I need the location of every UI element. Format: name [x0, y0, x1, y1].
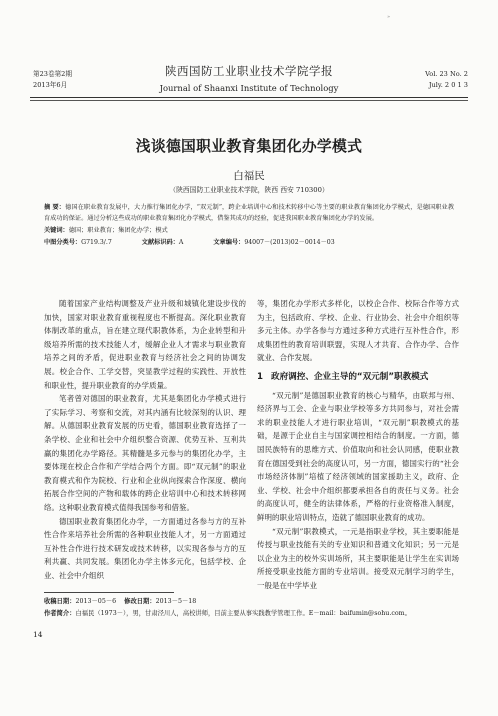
doc-code-label: 文献标识码： [141, 239, 179, 246]
volume-cn: 第23卷第2期 [33, 70, 72, 78]
received-label: 收稿日期： [44, 598, 76, 605]
left-column [44, 297, 246, 582]
section-number: 1 [257, 371, 263, 382]
clc-label: 中图分类号： [44, 239, 82, 246]
clc [44, 237, 112, 248]
journal-title-cn: 陕西国防工业职业技术学院学报 [165, 64, 333, 78]
header-right [425, 69, 468, 91]
section-heading [257, 371, 459, 385]
classification-line [44, 237, 454, 248]
footnote [44, 596, 468, 619]
author-bio-label: 作者简介： [44, 609, 76, 617]
keywords-text: 德国；职业教育；集团化办学；模式 [68, 227, 168, 234]
body-paragraph: “双元制”是德国职业教育的核心与精华，由联邦与州、经济界与工会、企业与职业学校等多方共同参与，对社会需求的职业技能人才进行职业培训，“双元制”职教模式的基础，是源于企业自主与国家调控相结合的制度。一方面，德国民族特有的思维方式、价值取向和社会认同感，使职业教育在德国受到社会的高度认可，另一方面，德国实行的“社会市场经济体制”培植了经济领域的国家援助主义，政府、企业、学校、社会中介组织都要承担各自的责任与义务。社会的高度认可，健全的法律体系，严格的行业资格准入制度，鲜明的职业培训特点，造就了德国职业教育的成功。 [257, 390, 459, 522]
revised-label: 修改日期： [124, 598, 156, 605]
body-paragraph: 德国职业教育集团化办学，一方面通过各参与方的互补性合作来培养社会所需的各种职业技能人才，另一方面通过互补性合作进行技术研发或技术转移，以实现各参与方的互利共赢、共同发展。集团化办学主体多元化，包括学校、企业、社会中介组织 [44, 516, 246, 580]
body-paragraph: 等，集团化办学形式多样化，以校企合作、校际合作等方式为主，包括政府、学校、企业、行业协会、社会中介组织等多元主体。办学各参与方通过多种方式进行互补性合作，形成集团性的教育培训联盟，实现人才共育、合作办学、合作就业、合作发展。 [257, 299, 459, 363]
footnote-author [44, 608, 468, 620]
keywords-label: 关键词： [44, 227, 69, 234]
date-cn: 2013年6月 [33, 81, 68, 89]
clc-value: G719.3/.7 [81, 239, 112, 246]
body-paragraph: 笔者曾对德国的职业教育，尤其是集团化办学模式进行了实际学习、考察和交流，对其内涵有比较深刻的认识、理解。从德国职业教育发展的历史看，德国职业教育选择了一条学校、企业和社会中介组织整合资源、优势互补、互利共赢的集团化办学路径。其精髓是多元参与的集团化办学，主要体现在校企合作和产学结合两个方面。即“双元制”的职业教育模式和作为院校、行业和企业纵向探索合作深度、横向拓展合作空间的产物和载体的跨企业培训中心和技术转移网络。这种职业教育模式值得我国参考和借鉴。 [44, 394, 246, 512]
author-bio: 白福民（1973－），男，甘肃泾川人，高校讲师，目前主要从事实践教学管理工作。E－mail：baifumin@sohu.com。 [75, 609, 411, 617]
footnote-dates [44, 596, 468, 608]
header-rule-thin [30, 100, 468, 101]
revised-date: 2013－5－18 [155, 598, 197, 605]
footnote-rule [44, 592, 174, 593]
right-column [257, 297, 459, 592]
article-no [213, 237, 334, 248]
volume-en: Vol. 23 No. 2 [425, 70, 468, 78]
corner-mark: » [386, 14, 390, 20]
header-rule-thick [30, 97, 468, 98]
received-date: 2013－05－6 [75, 598, 117, 605]
doc-code-value: A [178, 239, 184, 246]
article-author: 白福民 [233, 170, 265, 182]
journal-title-en: Journal of Shaanxi Institute of Technology [159, 83, 339, 93]
abstract-text: 德国在职业教育发展中，大力推行集团化办学，“双元制”，跨企业培训中心和技术转移中心等主要的职业教育集团化办学模式，是德国职业教育成功的保证。通过分析这些成功的职业教育集团化办学模式，借鉴其成功的经验，促进我国职业教育集团化办学的发展。 [44, 204, 455, 222]
abstract [44, 202, 454, 224]
body-paragraph: 随着国家产业结构调整及产业升级和城镇化建设步伐的加快，国家对职业教育重视程度也不断提高。深化职业教育体制改革的重点，旨在建立现代职教体系，为企业转型和升级培养所需的技术技能人才，缓解企业人才需求与职业教育培养之间的矛盾，促进职业教育与经济社会之间的协调发展。校企合作、工学交替，突显教学过程的实践性、开放性和职业性，提升职业教育的办学质量。 [44, 299, 246, 390]
author-affiliation: （陕西国防工业职业技术学院，陕西 西安 710300） [169, 186, 329, 194]
keywords [44, 225, 454, 236]
body-paragraph: “双元制”职教模式，一元是指职业学校，其主要职能是传授与职业技能有关的专业知识和普通文化知识；另一元是以企业为主的校外实训场所，其主要职能是让学生在实训场所接受职业技能方面的专业培训。接受双元制学习的学生，一般是在中学毕业 [257, 526, 459, 590]
article-no-label: 文章编号： [213, 239, 245, 246]
journal-header [0, 63, 498, 93]
abstract-label: 摘 要： [44, 204, 66, 211]
doc-code [142, 237, 184, 248]
section-title: 政府调控、企业主导的“双元制”职教模式 [270, 371, 429, 382]
article-no-value: 94007－(2013)02－0014－03 [244, 239, 335, 246]
abstract-block [44, 202, 454, 248]
article-title: 浅谈德国职业教育集团化办学模式 [135, 138, 363, 155]
date-en: July. 2 0 1 3 [428, 81, 468, 89]
page-number: 14 [33, 630, 43, 639]
